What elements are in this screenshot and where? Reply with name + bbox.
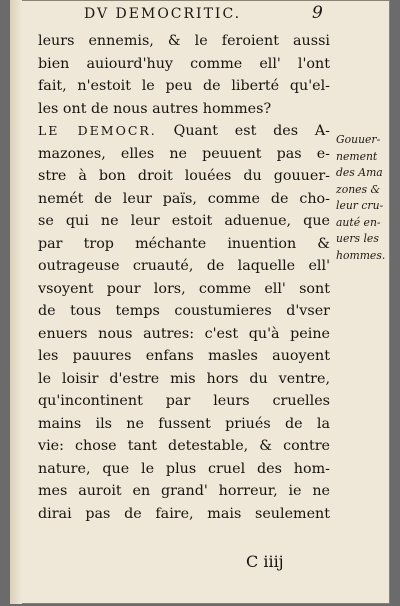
- page-header: [10, 0, 390, 26]
- margin-line-6: auté en-: [336, 215, 381, 229]
- margin-line-1: Gouuer-: [336, 133, 381, 146]
- marginal-note: [336, 132, 390, 264]
- page-footer: [38, 552, 330, 576]
- speaker-text: Quant est des A-: [173, 123, 330, 139]
- margin-line-2: nement: [336, 149, 378, 163]
- speaker-name: LE DEMOCR.: [38, 123, 157, 138]
- text-line-17: mains ils ne fussent priués de la: [38, 415, 330, 432]
- text-line-1: leurs ennemis, & le feroient aussi: [38, 33, 330, 49]
- page-number: 9: [312, 3, 323, 23]
- gutter-shadow: [10, 0, 22, 604]
- margin-line-8: hommes.: [336, 248, 386, 262]
- running-head: DV DEMOCRITIC.: [84, 6, 242, 22]
- text-line-16: qu'incontinent par leurs cruelles: [38, 393, 330, 409]
- text-line-18: vie: chose tant detestable, & contre: [38, 438, 330, 454]
- text-line-15: le loisir d'estre mis hors du ventre,: [38, 370, 330, 387]
- margin-line-7: uers les: [336, 232, 379, 245]
- book-page: [10, 0, 390, 604]
- text-line-11: vsoyent pour lors, comme ell' sont: [38, 280, 330, 297]
- text-line-3: fait, n'estoit le peu de liberté qu'el-: [38, 78, 330, 94]
- text-line-13: enuers nous autres: c'est qu'à peine: [38, 325, 330, 342]
- speaker-line: [38, 120, 330, 143]
- text-line-9: par trop méchante inuention &: [38, 235, 330, 252]
- text-line-20: mes auroit en grand' horreur, ie ne: [38, 483, 330, 499]
- text-line-6: stre à bon droit louées du gouuer-: [38, 168, 330, 184]
- text-line-2: bien auiourd'huy comme ell' l'ont: [38, 55, 330, 72]
- margin-line-4: zones &: [336, 182, 381, 196]
- margin-line-5: leur cru-: [336, 199, 384, 212]
- main-text-block: [38, 30, 330, 525]
- text-line-5: mazones, elles ne peuuent pas e-: [38, 145, 330, 162]
- text-line-21: dirai pas de faire, mais seulement: [38, 505, 330, 522]
- text-line-8: se qui ne leur estoit aduenue, que: [38, 213, 330, 229]
- text-line-14: les pauures enfans masles auoyent: [38, 348, 330, 364]
- text-line-19: nature, que le plus cruel des hom-: [38, 460, 330, 477]
- text-line-4: les ont de nous autres hommes?: [38, 100, 272, 117]
- text-line-12: de tous temps coustumieres d'vser: [38, 303, 330, 319]
- text-line-7: nemét de leur païs, comme de cho-: [38, 190, 330, 207]
- signature-mark: C iiij: [246, 552, 284, 571]
- text-line-10: outrageuse cruauté, de laquelle ell': [38, 258, 330, 274]
- margin-line-3: des Ama: [336, 166, 383, 179]
